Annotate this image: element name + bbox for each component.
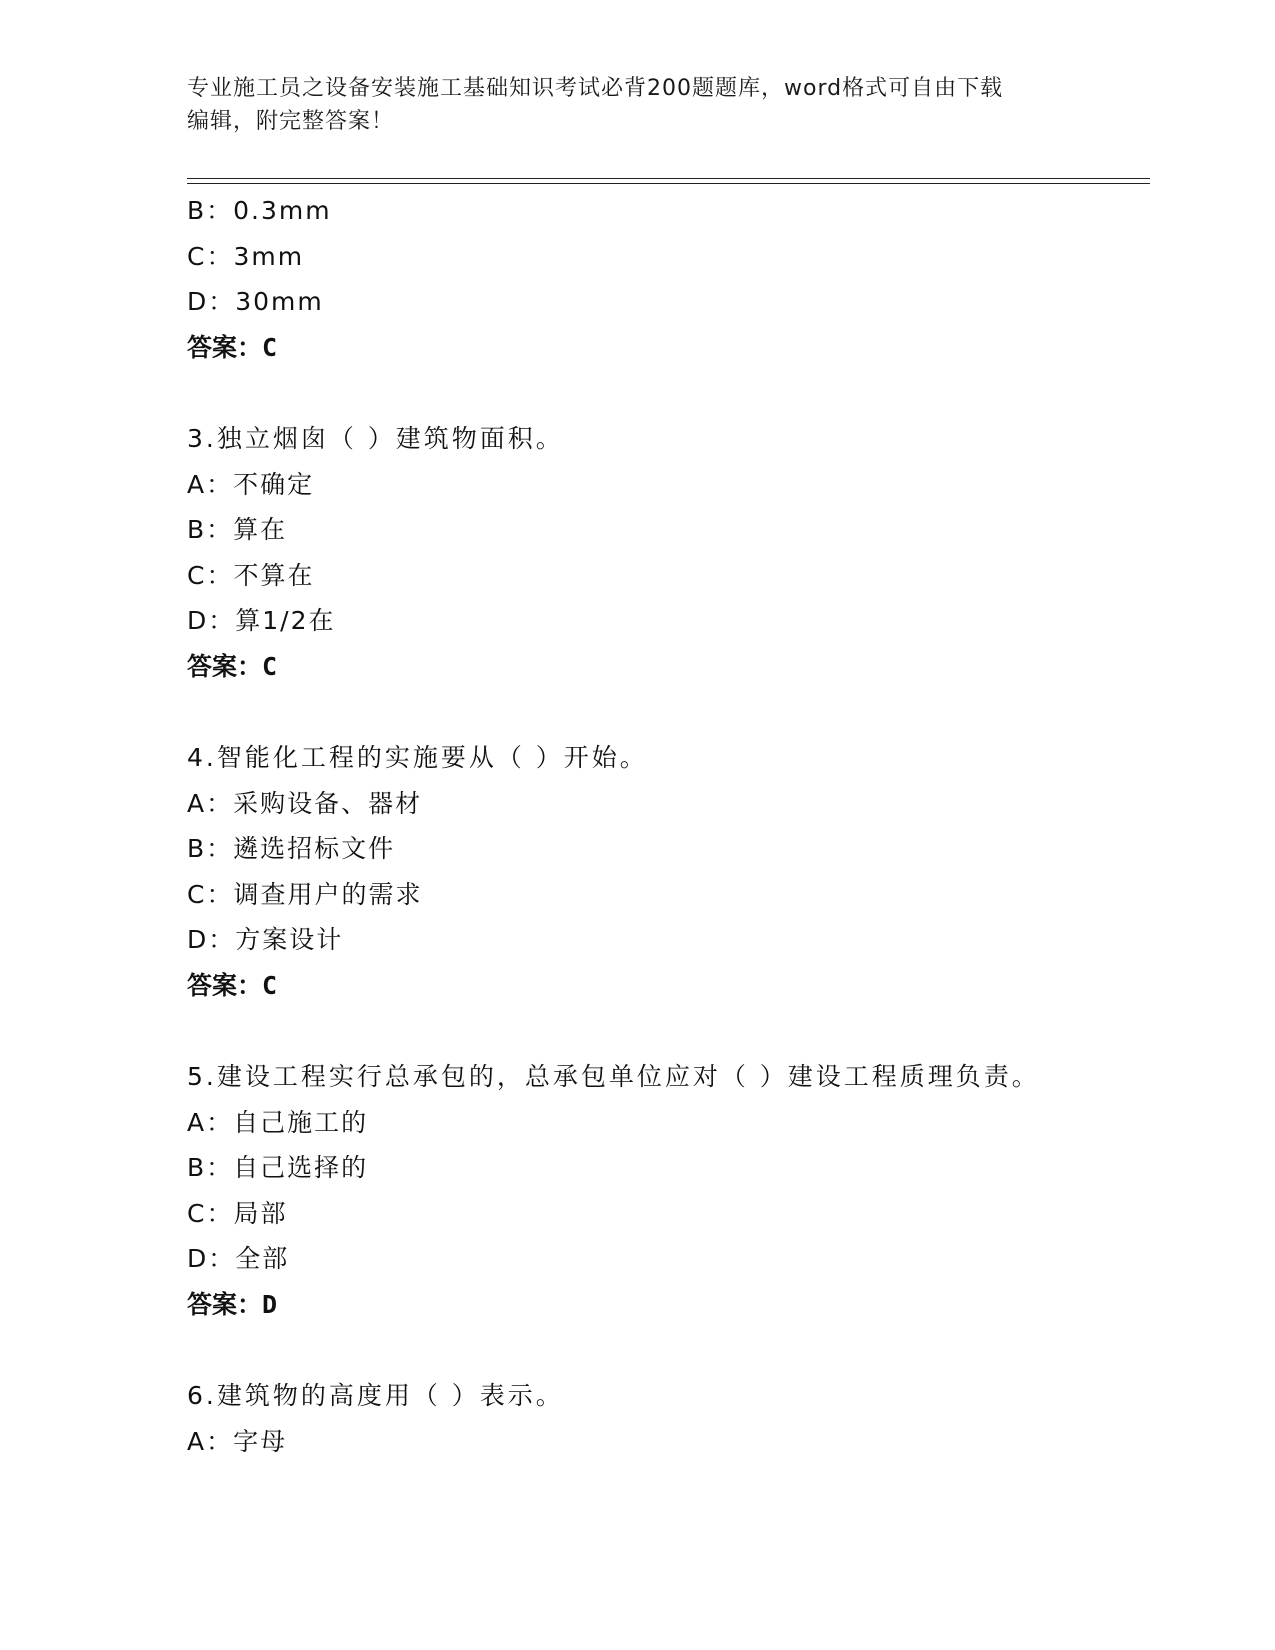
answer: 答案：C [187,970,278,1000]
header-divider [187,178,1150,184]
header-title-line-2: 编辑，附完整答案！ [187,109,395,134]
question-4 [187,735,1147,1008]
option-d: D：方案设计 [187,925,344,954]
spacer [187,689,1147,735]
option-b: B：自己选择的 [187,1153,369,1182]
spacer [187,1008,1147,1054]
question-text: 6.建筑物的高度用（ ）表示。 [187,1381,564,1410]
question-text: 3.独立烟囱（ ）建筑物面积。 [187,424,564,453]
option-b: B：0.3mm [187,196,332,225]
option-d: D：30mm [187,287,324,316]
question-5 [187,1054,1147,1327]
answer: 答案：C [187,332,278,362]
answer: 答案：C [187,651,278,681]
option-c: C：局部 [187,1198,288,1228]
spacer [187,370,1147,416]
option-a: A：字母 [187,1426,288,1456]
question-3 [187,416,1147,689]
option-b: B：遴选招标文件 [187,834,396,863]
answer: 答案：D [187,1289,278,1319]
question-6 [187,1373,1147,1464]
option-c: C：3mm [187,241,305,271]
option-a: A：自己施工的 [187,1107,369,1137]
spacer [187,1327,1147,1373]
option-d: D：全部 [187,1244,290,1273]
question-2-continued [187,188,1147,370]
document-header [187,72,1087,138]
question-text: 4.智能化工程的实施要从（ ）开始。 [187,743,648,772]
question-text: 5.建设工程实行总承包的，总承包单位应对（ ）建设工程质理负责。 [187,1062,1040,1091]
option-b: B：算在 [187,515,288,544]
option-c: C：调查用户的需求 [187,879,423,909]
option-c: C：不算在 [187,560,315,590]
header-title-line-1: 专业施工员之设备安装施工基础知识考试必背200题题库，word格式可自由下载 [187,76,1004,101]
option-a: A：采购设备、器材 [187,788,423,818]
question-list [187,188,1147,1464]
option-a: A：不确定 [187,469,315,499]
option-d: D：算1/2在 [187,606,336,635]
